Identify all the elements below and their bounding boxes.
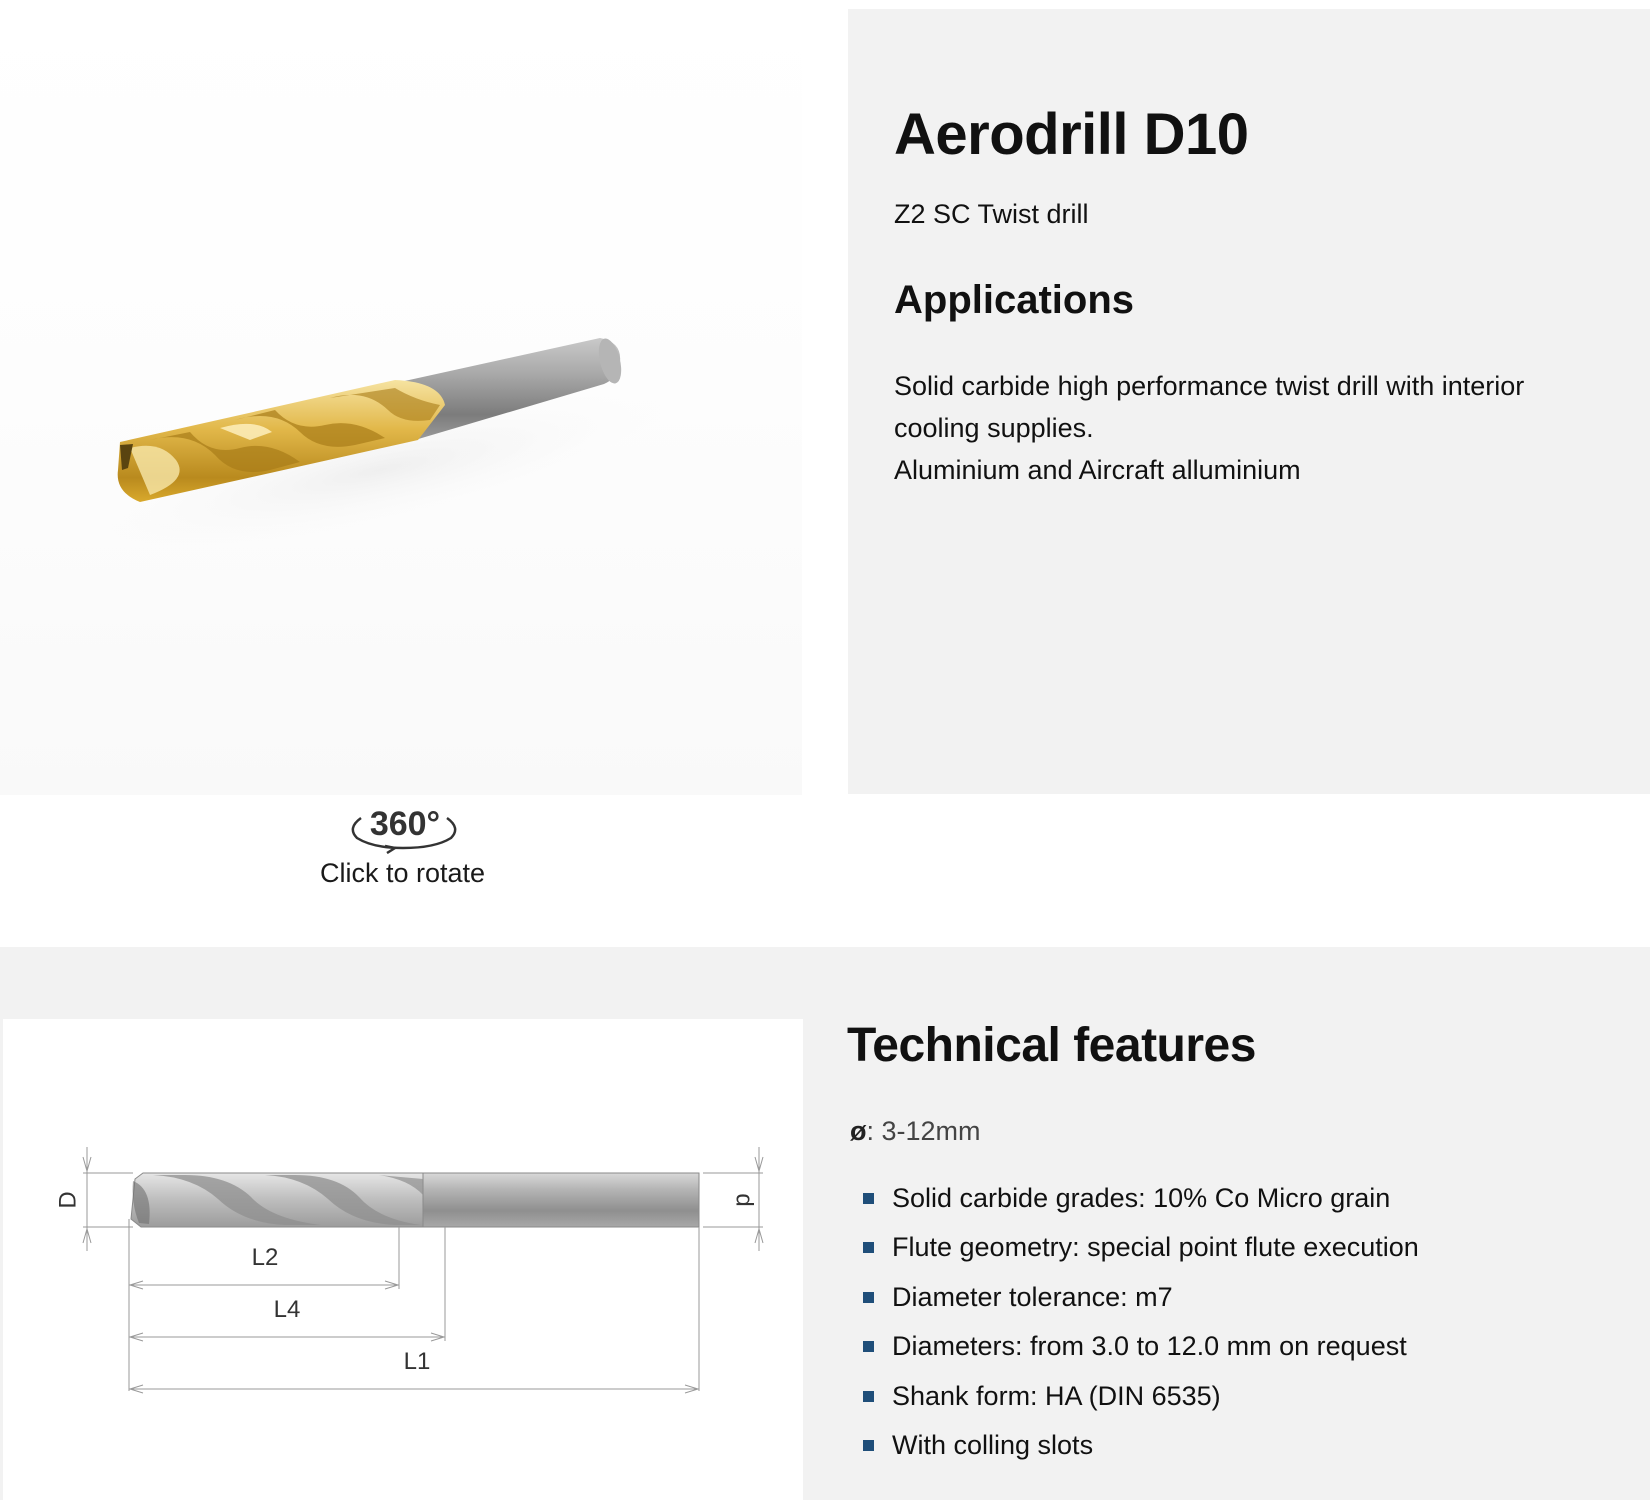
rotate-badge-text: 360° [369, 805, 440, 843]
feature-text: Shank form: HA (DIN 6535) [892, 1380, 1221, 1411]
label-L1: L1 [403, 1348, 431, 1375]
feature-item [860, 1273, 1419, 1322]
label-d: d [730, 1193, 758, 1207]
rotate-360-icon [343, 800, 463, 854]
square-bullet-icon [863, 1341, 874, 1352]
applications-material: Aluminium and Aircraft alluminium [894, 454, 1301, 485]
feature-text: Flute geometry: special point flute execution [892, 1232, 1419, 1263]
rotate-360-button[interactable] [300, 800, 505, 900]
feature-text: Diameters: from 3.0 to 12.0 mm on request [892, 1331, 1407, 1362]
diameter-range [850, 1116, 981, 1147]
square-bullet-icon [863, 1292, 874, 1303]
diameter-value: : 3-12mm [866, 1116, 981, 1146]
diameter-icon: ø [850, 1116, 867, 1146]
applications-text [894, 365, 1594, 491]
technical-features-list [860, 1174, 1419, 1470]
square-bullet-icon [863, 1391, 874, 1402]
rotate-label: Click to rotate [319, 858, 486, 888]
product-image[interactable] [0, 0, 802, 795]
drill-dimension-drawing [3, 1019, 803, 1500]
label-D: D [54, 1191, 82, 1209]
product-title: Aerodrill D10 [894, 102, 1249, 167]
feature-text: Diameter tolerance: m7 [892, 1281, 1173, 1312]
feature-item [860, 1174, 1419, 1223]
feature-item [860, 1421, 1419, 1470]
feature-text: Solid carbide grades: 10% Co Micro grain [892, 1183, 1391, 1213]
label-L2: L2 [251, 1244, 279, 1271]
feature-item [860, 1322, 1419, 1371]
product-info-panel [848, 9, 1650, 794]
drill-render-image [0, 0, 802, 795]
feature-item [860, 1372, 1419, 1421]
square-bullet-icon [863, 1242, 874, 1253]
feature-item [860, 1223, 1419, 1272]
feature-text: With colling slots [892, 1429, 1094, 1460]
square-bullet-icon [863, 1440, 874, 1451]
applications-description: Solid carbide high performance twist drill with interior cooling supplies. [894, 370, 1525, 443]
technical-features-heading: Technical features [847, 1019, 1256, 1072]
technical-drawing [3, 1019, 803, 1500]
applications-heading: Applications [894, 277, 1135, 322]
square-bullet-icon [863, 1193, 874, 1204]
product-subtitle: Z2 SC Twist drill [894, 198, 1089, 229]
label-L4: L4 [273, 1296, 301, 1323]
